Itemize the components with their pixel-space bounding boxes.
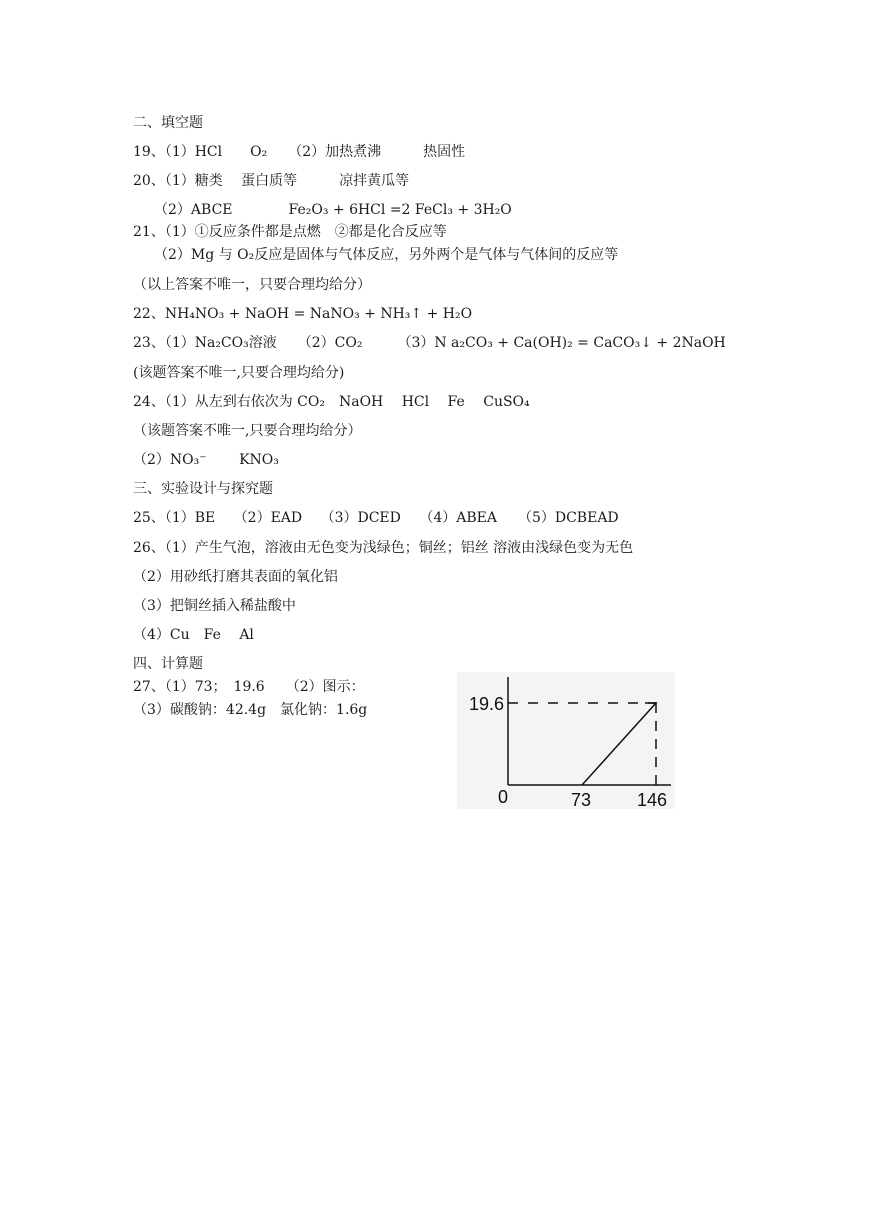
note-24: （该题答案不唯一,只要合理均给分） [133,423,362,439]
answer-25: 25、（1）BE （2）EAD （3）DCED （4）ABEA （5）DCBEAD [133,510,619,526]
x-tick-label: 73 [570,790,592,809]
answer-20-part1: 20、（1）糖类 蛋白质等 凉拌黄瓜等 [133,173,410,189]
answer-19: 19、（1）HCl O₂ （2）加热煮沸 热固性 [133,144,466,160]
note-answers-not-unique: （以上答案不唯一，只要合理均给分） [133,277,371,293]
section-heading-fill-in: 二、填空题 [133,115,203,131]
answer-27-part1: 27、（1）73； 19.6 （2）图示： [133,679,365,695]
section-heading-calculation: 四、计算题 [133,656,203,672]
graph-svg [457,672,675,809]
data-line [582,703,656,785]
answer-24-part1: 24、（1）从左到右依次为 CO₂ NaOH HCl Fe CuSO₄ [133,394,530,410]
section-heading-experiment: 三、实验设计与探究题 [133,481,273,497]
answer-21-part2: （2）Mg 与 O₂反应是固体与气体反应，另外两个是气体与气体间的反应等 [133,247,619,263]
answer-26-part2: （2）用砂纸打磨其表面的氧化铝 [133,569,338,585]
answer-24-part2: （2）NO₃⁻ KNO₃ [133,452,279,468]
answer-23: 23、（1）Na₂CO₃溶液 （2）CO₂ （3）N a₂CO₃ + Ca(OH)₂ = CaCO₃↓ + 2NaOH [133,335,726,351]
answer-20-part2: （2）ABCE Fe₂O₃ + 6HCl =2 FeCl₃ + 3H₂O [133,202,512,218]
note-23: (该题答案不唯一,只要合理均给分) [133,365,345,381]
answer-22: 22、NH₄NO₃ + NaOH = NaNO₃ + NH₃↑ + H₂O [133,306,473,322]
x-tick-label: 146 [636,790,668,809]
answer-27-graph [457,672,675,809]
answer-26-part3: （3）把铜丝插入稀盐酸中 [133,598,296,614]
y-tick-label: 19.6 [468,694,504,714]
answer-26-part1: 26、（1）产生气泡，溶液由无色变为浅绿色；铜丝；铝丝 溶液由浅绿色变为无色 [133,540,634,556]
answer-26-part4: （4）Cu Fe Al [133,627,254,643]
answer-21-part1: 21、（1）①反应条件都是点燃 ②都是化合反应等 [133,224,447,240]
answer-27-part3: （3）碳酸钠：42.4g 氯化钠：1.6g [133,702,368,718]
origin-label: 0 [497,787,509,807]
